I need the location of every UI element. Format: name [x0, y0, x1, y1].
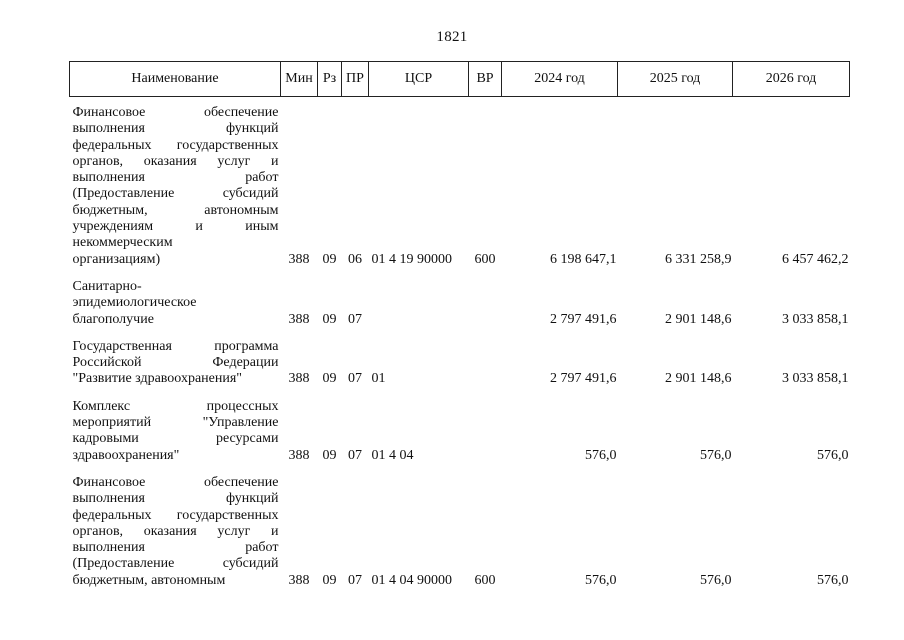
row-csr: 01 4 04 — [371, 447, 414, 463]
table-row — [70, 97, 850, 272]
row-name-line: кадровыми ресурсами — [72, 431, 279, 447]
row-rz: 09 — [322, 311, 337, 327]
header-2025: 2025 год — [618, 62, 733, 97]
row-name-line: Комплекс процессных — [72, 398, 279, 414]
row-2025: 2 901 148,6 — [665, 311, 732, 327]
row-vr — [469, 272, 502, 332]
row-2024: 576,0 — [585, 447, 617, 463]
row-vr: 600 — [474, 251, 496, 267]
row-pr: 07 — [348, 572, 362, 588]
row-name — [70, 332, 281, 392]
row-name — [70, 392, 281, 468]
header-2024: 2024 год — [502, 62, 618, 97]
row-pr: 07 — [348, 447, 362, 463]
row-2025: 6 331 258,9 — [665, 251, 732, 267]
row-name-line: федеральных государственных — [72, 137, 279, 153]
page-number: 1821 — [436, 29, 468, 45]
table-row — [70, 332, 850, 392]
row-2024: 2 797 491,6 — [550, 311, 617, 327]
row-min: 388 — [288, 251, 310, 267]
row-min: 388 — [288, 447, 310, 463]
row-name-line: Санитарно- — [72, 278, 142, 294]
row-name — [70, 468, 281, 593]
row-2025: 576,0 — [700, 447, 732, 463]
row-name-line: бюджетным, автономным — [72, 572, 226, 588]
row-vr: 600 — [474, 572, 496, 588]
row-name-line: выполнения функций — [72, 491, 279, 507]
row-name-line: организациям) — [72, 251, 161, 267]
row-name-line: Российской Федерации — [72, 355, 279, 371]
header-name: Наименование — [70, 62, 281, 97]
row-name-line: эпидемиологическое — [72, 295, 197, 311]
row-name-line: благополучие — [72, 311, 154, 327]
header-csr: ЦСР — [369, 62, 469, 97]
row-csr: 01 4 19 90000 — [371, 251, 452, 267]
row-name-line: выполнения функций — [72, 121, 279, 137]
row-2024: 576,0 — [585, 572, 617, 588]
row-2026: 576,0 — [817, 572, 849, 588]
table-body — [70, 97, 850, 594]
header-min: Мин — [281, 62, 318, 97]
row-vr — [469, 332, 502, 392]
header-2026: 2026 год — [733, 62, 850, 97]
table-row — [70, 272, 850, 332]
row-vr — [469, 392, 502, 468]
row-min: 388 — [288, 311, 310, 327]
row-name-line: учреждениям и иным — [72, 219, 279, 235]
table-header — [70, 62, 850, 97]
row-name-line: Государственная программа — [72, 338, 279, 354]
row-2024: 2 797 491,6 — [550, 371, 617, 387]
row-min: 388 — [288, 572, 310, 588]
row-name-line: мероприятий "Управление — [72, 415, 279, 431]
row-2026: 6 457 462,2 — [782, 251, 849, 267]
row-name-line: (Предоставление субсидий — [72, 186, 279, 202]
row-rz: 09 — [322, 371, 337, 387]
row-name-line: "Развитие здравоохранения" — [72, 371, 243, 387]
row-name-line: выполнения работ — [72, 540, 279, 556]
row-name-line: Финансовое обеспечение — [72, 474, 279, 490]
row-2025: 576,0 — [700, 572, 732, 588]
row-pr: 07 — [348, 311, 362, 327]
header-vr: ВР — [469, 62, 502, 97]
row-2024: 6 198 647,1 — [550, 251, 617, 267]
row-min: 388 — [288, 371, 310, 387]
row-name-line: здравоохранения" — [72, 447, 180, 463]
table-row — [70, 468, 850, 593]
row-pr: 07 — [348, 371, 362, 387]
row-rz: 09 — [322, 572, 337, 588]
row-pr: 06 — [348, 251, 362, 267]
row-name-line: органов, оказания услуг и — [72, 523, 279, 539]
row-csr — [369, 272, 469, 332]
row-rz: 09 — [322, 251, 337, 267]
row-name — [70, 97, 281, 272]
row-name-line: бюджетным, автономным — [72, 202, 279, 218]
row-csr: 01 4 04 90000 — [371, 572, 452, 588]
row-2026: 576,0 — [817, 447, 849, 463]
row-name-line: некоммерческим — [72, 235, 173, 251]
row-2025: 2 901 148,6 — [665, 371, 732, 387]
row-name-line: Финансовое обеспечение — [72, 105, 279, 120]
row-2026: 3 033 858,1 — [782, 371, 849, 387]
row-name-line: выполнения работ — [72, 170, 279, 186]
row-name — [70, 272, 281, 332]
row-name-line: органов, оказания услуг и — [72, 153, 279, 169]
budget-table — [69, 61, 850, 593]
header-pr: ПР — [342, 62, 369, 97]
row-name-line: (Предоставление субсидий — [72, 556, 279, 572]
row-csr: 01 — [371, 371, 386, 387]
row-2026: 3 033 858,1 — [782, 311, 849, 327]
row-rz: 09 — [322, 447, 337, 463]
row-name-line: федеральных государственных — [72, 507, 279, 523]
header-rz: Рз — [318, 62, 342, 97]
table-row — [70, 392, 850, 468]
